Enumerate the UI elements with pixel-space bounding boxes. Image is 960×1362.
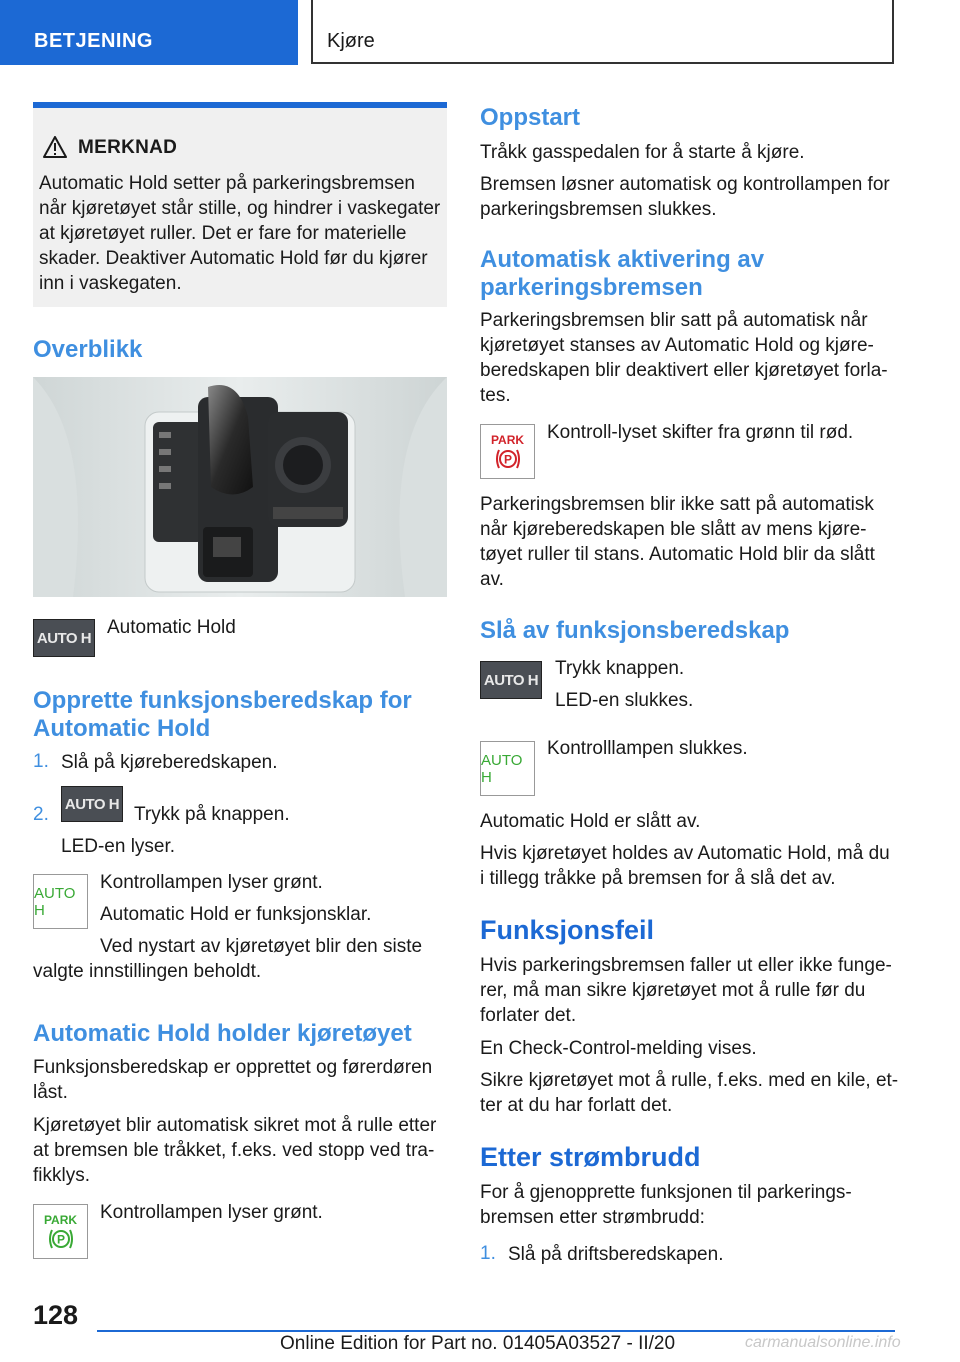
indicator-text: valgte innstillingen beholdt. <box>33 961 262 982</box>
park-symbol: P <box>56 1232 66 1247</box>
indicator-text: Automatic Hold er funksjonsklar. <box>100 904 372 925</box>
auto-h-button-icon: AUTO H <box>61 786 123 822</box>
paragraph-line: Funksjonsberedskap er opprettet og førerdøren <box>33 1057 433 1078</box>
step-number: 1. <box>33 751 49 772</box>
park-green-indicator-icon <box>33 1204 88 1259</box>
press-text: Trykk knappen. <box>555 658 685 679</box>
paragraph-line: Sikre kjøretøyet mot å rulle, f.eks. med en kile, et- <box>480 1070 899 1091</box>
park-red-indicator-icon <box>480 424 535 479</box>
note-box <box>33 102 447 307</box>
led-off-text: LED-en slukkes. <box>555 690 694 711</box>
footer-divider <box>97 1330 895 1332</box>
paragraph-line: kjøretøyet stanses av Automatic Hold og kjøre- <box>480 335 874 356</box>
indicator-text: Kontrollampen lyser grønt. <box>100 872 323 893</box>
paragraph-line: For å gjenopprette funksjonen til parkerings- <box>480 1182 852 1203</box>
chapter-title: Kjøre <box>327 30 375 52</box>
section-title: BETJENING <box>34 30 153 52</box>
paragraph-line: tes. <box>480 385 511 406</box>
hold-heading: Automatic Hold holder kjøretøyet <box>33 1020 412 1047</box>
paragraph-line: tøyet ruller til stans. Automatic Hold blir da slått <box>480 544 875 565</box>
step-number: 2. <box>33 804 49 825</box>
note-line: at kjøretøyet ruller. Det er fare for materielle <box>39 223 407 244</box>
chapter-box <box>311 0 894 64</box>
paragraph-line: Automatic Hold er slått av. <box>480 811 701 832</box>
park-circle-icon <box>495 448 521 470</box>
note-title: MERKNAD <box>78 137 178 158</box>
park-label: PARK <box>490 433 525 447</box>
fault-heading: Funksjonsfeil <box>480 915 655 945</box>
indicator-text: Kontrollampen lyser grønt. <box>100 1202 323 1223</box>
paragraph-line: beredskapen blir deaktivert eller kjøretøyet forla- <box>480 360 888 381</box>
auto-activation-heading-line: parkeringsbremsen <box>480 274 703 301</box>
paragraph-line: Hvis parkeringsbremsen faller ut eller ikke funge- <box>480 955 892 976</box>
auto-h-button-icon: AUTO H <box>33 619 95 657</box>
page-number: 128 <box>33 1300 79 1330</box>
indicator-text: Kontroll-lyset skifter fra grønn til rød. <box>547 422 854 443</box>
paragraph-line: Kjøretøyet blir automatisk sikret mot å rulle etter <box>33 1115 437 1136</box>
step-number: 1. <box>480 1243 496 1264</box>
auto-activation-heading-line: Automatisk aktivering av <box>480 246 765 273</box>
paragraph-line: parkeringsbremsen slukkes. <box>480 199 717 220</box>
start-heading: Oppstart <box>480 104 581 131</box>
paragraph-line: En Check-Control-melding vises. <box>480 1038 757 1059</box>
setup-heading-line: Opprette funksjonsberedskap for <box>33 687 412 714</box>
park-label: PARK <box>43 1213 78 1227</box>
paragraph-line: av. <box>480 569 504 590</box>
power-heading: Etter strømbrudd <box>480 1142 701 1172</box>
paragraph-line: Parkeringsbremsen blir satt på automatisk når <box>480 310 868 331</box>
paragraph-line: bremsen etter strømbrudd: <box>480 1207 705 1228</box>
warning-icon <box>43 136 67 158</box>
watermark: carmanualsonline.info <box>745 1334 901 1351</box>
note-line: Automatic Hold setter på parkeringsbremsen <box>39 173 415 194</box>
paragraph-line: ter at du har forlatt det. <box>480 1095 673 1116</box>
auto-h-indicator-icon: AUTO H <box>33 874 88 929</box>
note-line: når kjøretøyet står stille, og hindrer i vaskegater <box>39 198 441 219</box>
setup-heading-line: Automatic Hold <box>33 715 211 742</box>
paragraph-line: når kjøreberedskapen ble slått av mens kjøre- <box>480 519 867 540</box>
step-text: Slå på driftsberedskapen. <box>508 1244 724 1265</box>
park-circle-icon <box>48 1228 74 1250</box>
paragraph-line: Parkeringsbremsen blir ikke satt på automatisk <box>480 494 874 515</box>
lamp-off-text: Kontrolllampen slukkes. <box>547 738 748 759</box>
paragraph-line: Bremsen løsner automatisk og kontrollampen for <box>480 174 890 195</box>
overview-caption: Automatic Hold <box>107 617 236 638</box>
paragraph-line: i tillegg tråkke på bremsen for å slå det av. <box>480 868 836 889</box>
paragraph-line: at bremsen ble tråkket, f.eks. ved stopp ved tra- <box>33 1140 435 1161</box>
deactivate-heading: Slå av funksjonsberedskap <box>480 617 790 644</box>
step-text: Trykk på knappen. <box>134 804 290 825</box>
paragraph-line: Hvis kjøretøyet holdes av Automatic Hold, må du <box>480 843 890 864</box>
edition-text: Online Edition for Part no. 01405A03527 - II/20 <box>280 1333 676 1354</box>
led-text: LED-en lyser. <box>61 836 176 857</box>
paragraph-line: Tråkk gasspedalen for å starte å kjøre. <box>480 142 805 163</box>
auto-h-button-icon: AUTO H <box>480 661 542 699</box>
auto-h-indicator-icon: AUTO H <box>480 741 535 796</box>
section-tab <box>0 0 298 65</box>
paragraph-line: rer, må man sikre kjøretøyet mot å rulle før du <box>480 980 866 1001</box>
note-line: skader. Deaktiver Automatic Hold før du kjører <box>39 248 428 269</box>
indicator-text: Ved nystart av kjøretøyet blir den siste <box>100 936 423 957</box>
paragraph-line: forlater det. <box>480 1005 577 1026</box>
center-console-photo <box>33 377 447 597</box>
paragraph-line: låst. <box>33 1082 68 1103</box>
note-line: inn i vaskegaten. <box>39 273 182 294</box>
park-symbol: P <box>503 452 513 467</box>
step-text: Slå på kjøreberedskapen. <box>61 752 278 773</box>
paragraph-line: fikklys. <box>33 1165 90 1186</box>
overview-heading: Overblikk <box>33 336 143 363</box>
